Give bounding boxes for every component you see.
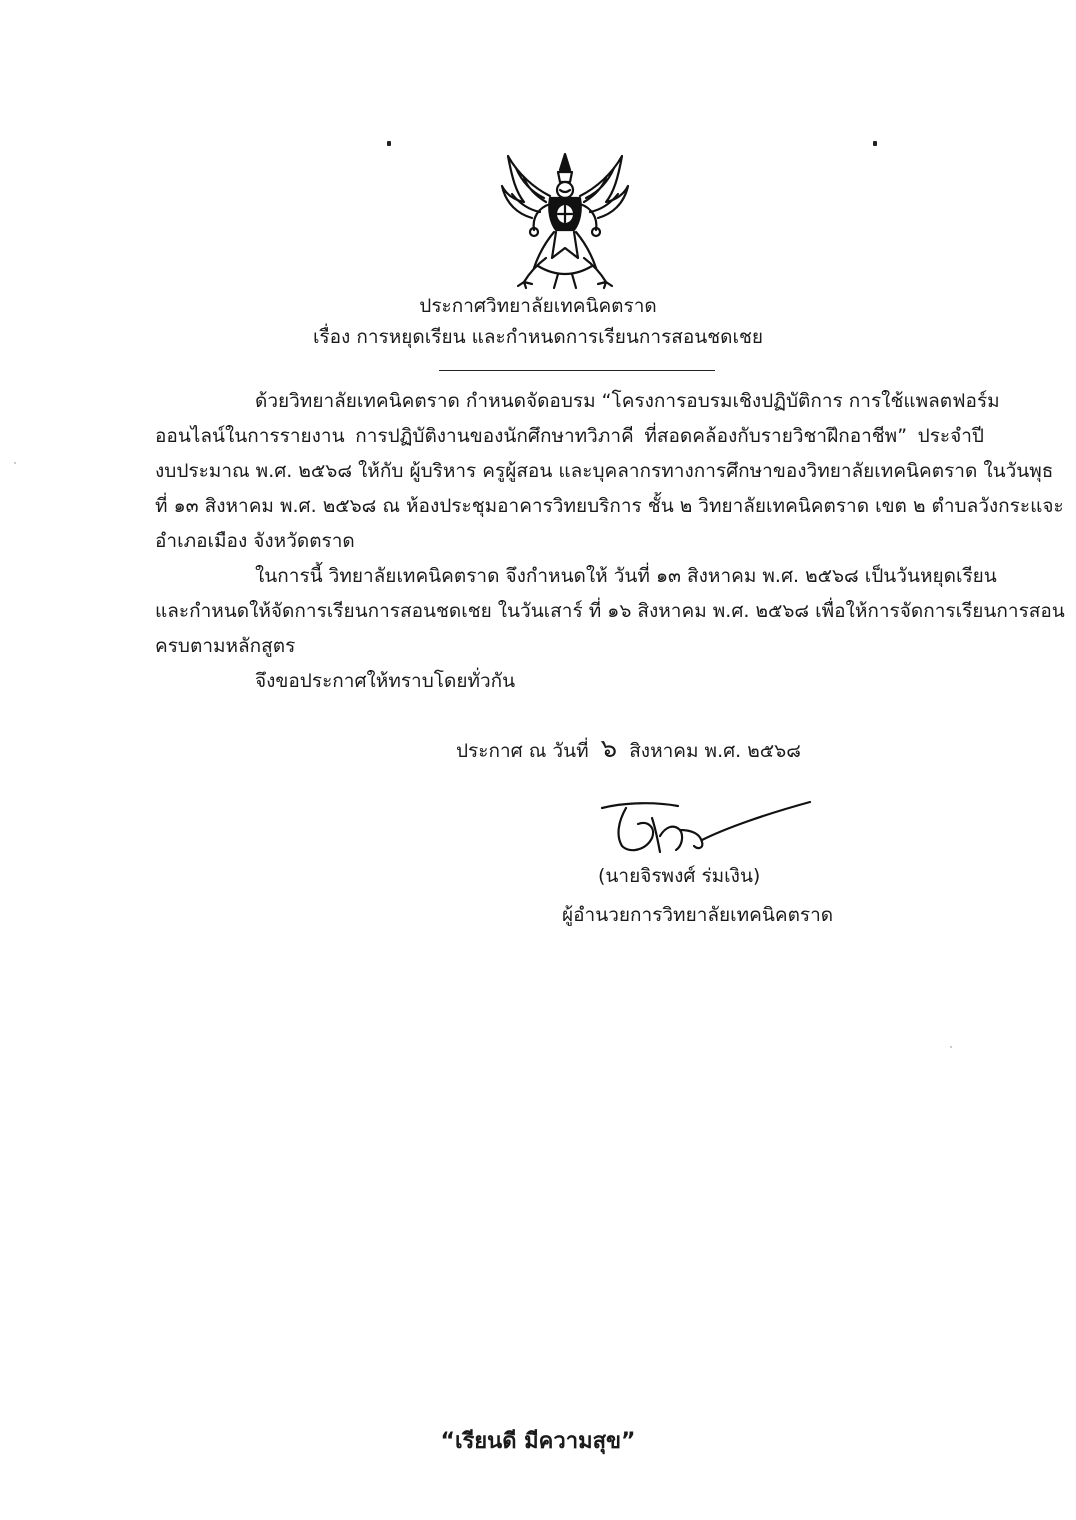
paragraph1-line: งบประมาณ พ.ศ. ๒๕๖๘ ให้กับ ผู้บริหาร ครูผู้สอน และบุคลากรทางการศึกษาของวิทยาลัยเทคนิคตราด ในวันพุธ (155, 460, 1054, 482)
document-title: ประกาศวิทยาลัยเทคนิคตราด (419, 295, 657, 317)
title-divider (439, 370, 715, 371)
paragraph1-line: อำเภอเมือง จังหวัดตราด (155, 530, 355, 552)
paragraph2-line: ครบตามหลักสูตร (155, 635, 296, 657)
date-prefix: ประกาศ ณ วันที่ (456, 740, 589, 762)
scan-speck (14, 462, 16, 464)
paragraph2-line: และกำหนดให้จัดการเรียนการสอนชดเชย ในวันเสาร์ ที่ ๑๖ สิงหาคม พ.ศ. ๒๕๖๘ เพื่อให้การจัดการเรียนการสอน (155, 600, 1065, 622)
handwritten-signature (596, 796, 816, 860)
signer-position: ผู้อำนวยการวิทยาลัยเทคนิคตราด (562, 904, 834, 926)
scan-speck (387, 141, 391, 146)
document-subject: เรื่อง การหยุดเรียน และกำหนดการเรียนการสอนชดเชย (312, 326, 764, 348)
signer-name: (นายจิรพงศ์ ร่มเงิน) (598, 865, 761, 887)
date-month-year: สิงหาคม พ.ศ. ๒๕๖๘ (629, 740, 801, 762)
closing-statement: จึงขอประกาศให้ทราบโดยทั่วกัน (255, 670, 516, 692)
paragraph2-line: ในการนี้ วิทยาลัยเทคนิคตราด จึงกำหนดให้ วันที่ ๑๓ สิงหาคม พ.ศ. ๒๕๖๘ เป็นวันหยุดเรียน (255, 565, 997, 587)
scan-speck (950, 1046, 952, 1048)
garuda-emblem-icon (498, 148, 632, 292)
date-day: ๖ (600, 734, 618, 764)
paragraph1-line: ที่ ๑๓ สิงหาคม พ.ศ. ๒๕๖๘ ณ ห้องประชุมอาคารวิทยบริการ ชั้น ๒ วิทยาลัยเทคนิคตราด เขต ๒ ตำบลวังกระแจะ (155, 495, 1064, 517)
paragraph1-line: ออนไลน์ในการรายงาน การปฏิบัติงานของนักศึกษาทวิภาคี ที่สอดคล้องกับรายวิชาฝึกอาชีพ” ประจำปี (155, 425, 984, 447)
scan-speck (873, 141, 877, 146)
paragraph1-line: ด้วยวิทยาลัยเทคนิคตราด กำหนดจัดอบรม “โครงการอบรมเชิงปฏิบัติการ การใช้แพลตฟอร์ม (255, 390, 1000, 412)
footer-motto: “เรียนดี มีความสุข” (440, 1429, 636, 1454)
announcement-date (456, 734, 801, 764)
